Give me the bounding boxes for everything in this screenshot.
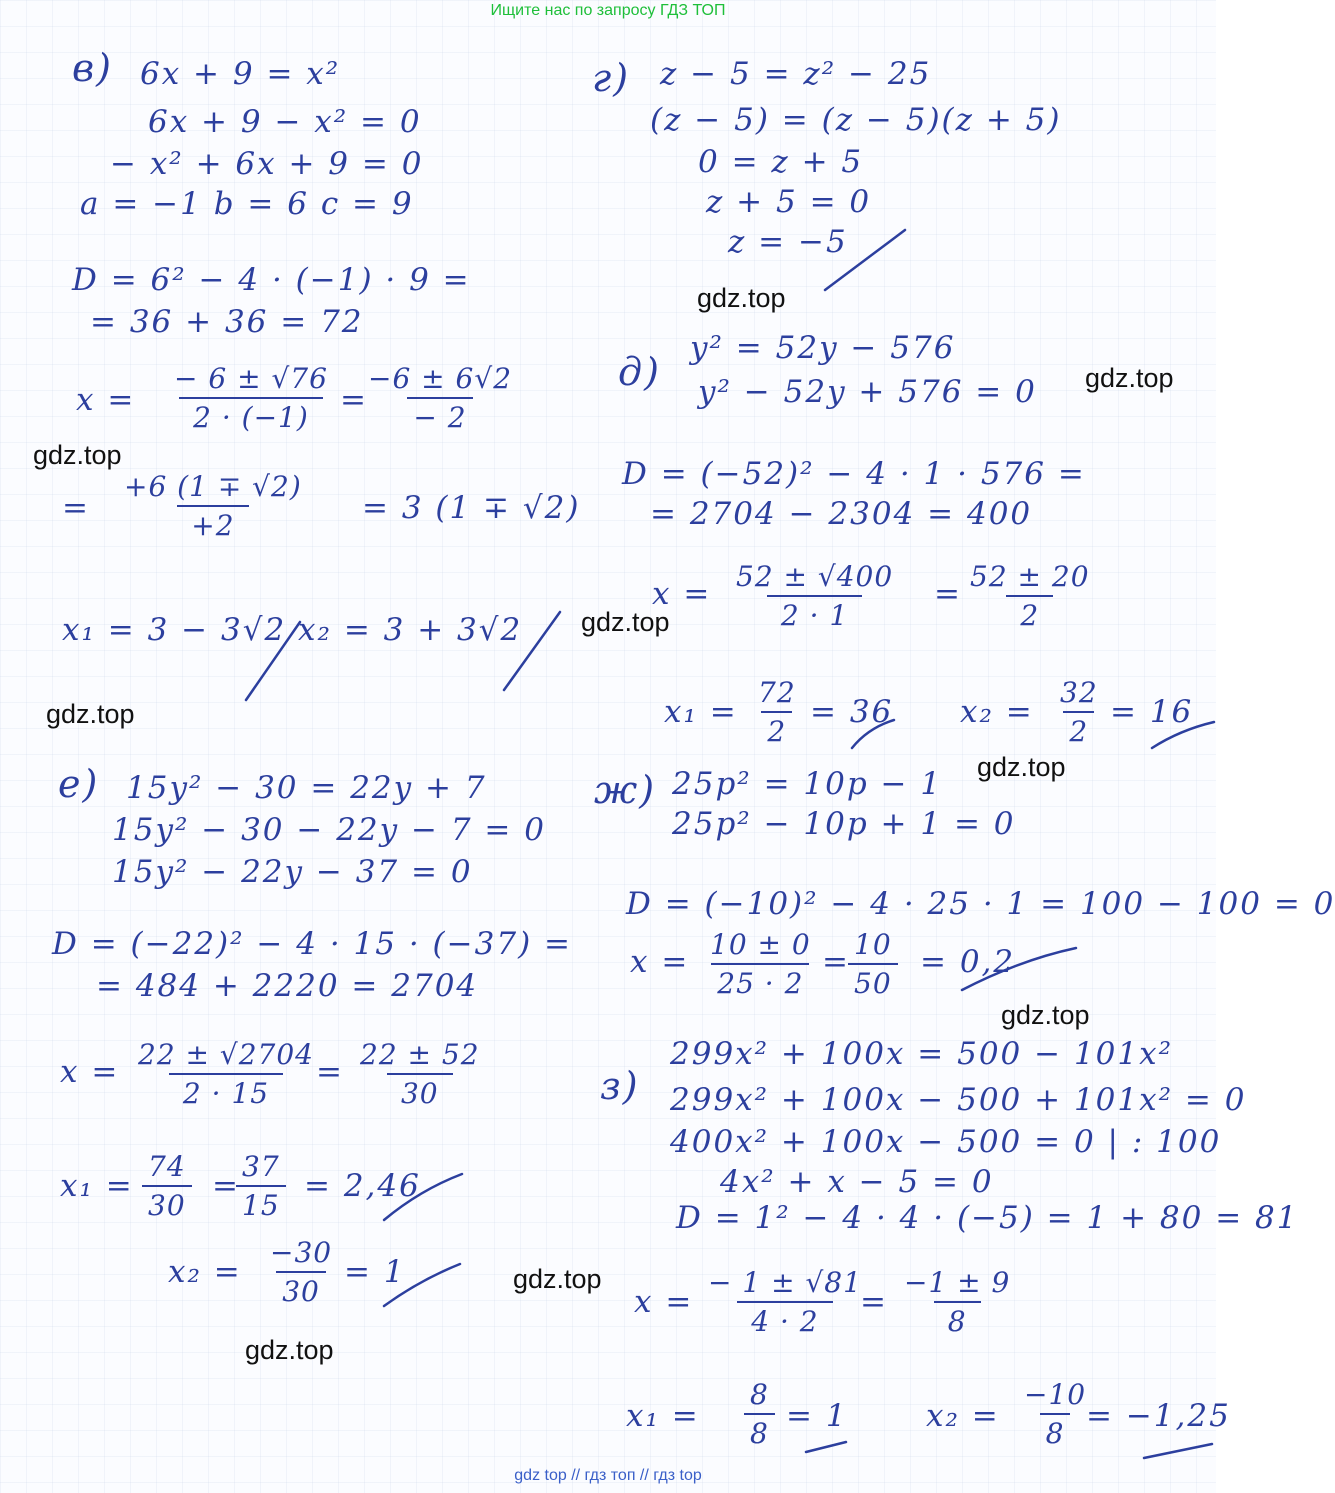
watermark: gdz.top	[46, 699, 135, 729]
discriminant-line: D = (−52)² − 4 · 1 · 576 =	[622, 456, 1086, 492]
fraction	[362, 362, 518, 434]
formula-lhs: x =	[634, 1284, 694, 1320]
fraction	[124, 1038, 328, 1110]
formula-lhs: x =	[76, 382, 136, 418]
fraction	[704, 928, 817, 1000]
fraction-numerator: − 1 ± √81	[708, 1266, 862, 1299]
formula-lhs: x =	[630, 944, 690, 980]
fraction-denominator: 4 · 2	[737, 1301, 832, 1338]
equals-sign: =	[62, 490, 90, 526]
equation-line: 25p² = 10p − 1	[672, 766, 943, 802]
root-value: = 16	[1110, 694, 1194, 730]
equation-line: 299x² + 100x − 500 + 101x² = 0	[670, 1082, 1247, 1118]
fraction-numerator: −30	[270, 1236, 333, 1269]
fraction-numerator: 74	[148, 1150, 186, 1183]
equation-line: (z − 5) = (z − 5)(z + 5)	[650, 102, 1062, 138]
fraction-numerator: 37	[242, 1150, 280, 1183]
coefficients-line: a = −1 b = 6 c = 9	[80, 186, 414, 222]
fraction	[160, 362, 342, 434]
root-value: = 2,46	[304, 1168, 421, 1204]
fraction-numerator: 22 ± 52	[360, 1038, 480, 1071]
equation-line: 0 = z + 5	[698, 144, 864, 180]
discriminant-line: D = 6² − 4 · (−1) · 9 =	[72, 262, 471, 298]
root-lhs: x₁ =	[60, 1168, 134, 1204]
fraction-denominator: +2	[177, 505, 248, 542]
fraction	[1054, 676, 1104, 748]
fraction-numerator: −6 ± 6√2	[368, 362, 513, 395]
answer-line: z = −5	[728, 224, 848, 260]
fraction-denominator: 2	[1006, 595, 1053, 632]
fraction-denominator: 8	[1040, 1413, 1071, 1450]
watermark: gdz.top	[33, 440, 122, 470]
equals-sign: =	[934, 576, 962, 612]
discriminant-line: = 484 + 2220 = 2704	[96, 968, 479, 1004]
equation-line: y² = 52y − 576	[690, 330, 956, 366]
discriminant-line: D = 1² − 4 · 4 · (−5) = 1 + 80 = 81	[676, 1200, 1299, 1236]
watermark: gdz.top	[245, 1335, 334, 1365]
fraction	[1018, 1378, 1092, 1450]
problem-label: г)	[592, 56, 631, 100]
discriminant-line: D = (−10)² − 4 · 25 · 1 = 100 − 100 = 0	[626, 886, 1335, 922]
fraction-numerator: 72	[758, 676, 796, 709]
fraction	[956, 560, 1104, 632]
header-link[interactable]: Ищите нас по запросу ГДЗ ТОП	[490, 2, 726, 19]
fraction-numerator: +6 (1 ∓ √2)	[124, 470, 302, 503]
fraction-numerator: 8	[750, 1378, 769, 1411]
root-lhs: x₂ =	[926, 1398, 1000, 1434]
root-value: = −1,25	[1086, 1398, 1231, 1434]
fraction	[722, 560, 907, 632]
watermark: gdz.top	[581, 607, 670, 637]
fraction	[346, 1038, 494, 1110]
equation-line: 25p² − 10p + 1 = 0	[672, 806, 1016, 842]
root-value: = 0,2	[920, 944, 1016, 980]
equals-sign: =	[860, 1284, 888, 1320]
fraction-denominator: 30	[142, 1185, 192, 1222]
watermark: gdz.top	[513, 1264, 602, 1294]
fraction	[694, 1266, 876, 1338]
equation-line: 299x² + 100x = 500 − 101x²	[670, 1036, 1174, 1072]
fraction-denominator: 15	[236, 1185, 286, 1222]
fraction-denominator: 25 · 2	[711, 963, 809, 1000]
discriminant-line: D = (−22)² − 4 · 15 · (−37) =	[52, 926, 572, 962]
equation-line: 4x² + x − 5 = 0	[720, 1164, 994, 1200]
fraction	[848, 928, 898, 1000]
equals-sign: =	[822, 944, 850, 980]
fraction	[142, 1150, 192, 1222]
root-lhs: x₁ =	[626, 1398, 700, 1434]
fraction	[752, 676, 802, 748]
fraction-denominator: 2	[761, 711, 792, 748]
root-value: = 1	[786, 1398, 848, 1434]
watermark: gdz.top	[1085, 363, 1174, 393]
problem-label: з)	[600, 1064, 640, 1108]
problem-label: е)	[58, 762, 100, 806]
watermark: gdz.top	[1001, 1000, 1090, 1030]
fraction-numerator: −10	[1024, 1378, 1087, 1411]
fraction-denominator: 30	[276, 1271, 326, 1308]
roots-line: x₁ = 3 − 3√2 x₂ = 3 + 3√2	[62, 612, 523, 648]
fraction-denominator: 30	[387, 1073, 453, 1110]
equation-line: z − 5 = z² − 25	[660, 56, 932, 92]
fraction	[236, 1150, 286, 1222]
fraction	[890, 1266, 1024, 1338]
fraction	[110, 470, 316, 542]
problem-label: д)	[618, 350, 661, 394]
equation-line: 6x + 9 = x²	[140, 56, 341, 92]
fraction-denominator: 2 · 15	[169, 1073, 283, 1110]
root-lhs: x₂ =	[168, 1254, 242, 1290]
equation-line: 15y² − 30 − 22y − 7 = 0	[112, 812, 546, 848]
fraction-numerator: 22 ± √2704	[138, 1038, 314, 1071]
check-mark	[806, 1442, 846, 1452]
formula-lhs: x =	[652, 576, 712, 612]
fraction-numerator: − 6 ± √76	[174, 362, 328, 395]
problem-label: в)	[72, 46, 113, 90]
fraction	[744, 1378, 775, 1450]
equation-line: 400x² + 100x − 500 = 0 | : 100	[670, 1124, 1222, 1160]
fraction-numerator: 10	[854, 928, 892, 961]
root-value: = 36	[810, 694, 894, 730]
formula-lhs: x =	[60, 1054, 120, 1090]
footer-links[interactable]: gdz top // гдз топ // гдз top	[514, 1467, 702, 1484]
fraction	[264, 1236, 338, 1308]
check-mark	[1144, 1444, 1212, 1458]
fraction-denominator: 8	[934, 1301, 981, 1338]
fraction-denominator: 2	[1063, 711, 1094, 748]
equals-sign: =	[212, 1168, 240, 1204]
root-lhs: x₂ =	[960, 694, 1034, 730]
equation-line: 6x + 9 − x² = 0	[148, 104, 422, 140]
fraction-denominator: 8	[744, 1413, 775, 1450]
discriminant-line: = 2704 − 2304 = 400	[650, 496, 1033, 532]
watermark: gdz.top	[697, 283, 786, 313]
root-value: = 1	[344, 1254, 406, 1290]
equation-line: y² − 52y + 576 = 0	[698, 374, 1037, 410]
discriminant-line: = 36 + 36 = 72	[90, 304, 364, 340]
equation-line: 15y² − 30 = 22y + 7	[126, 770, 487, 806]
problem-label: ж)	[594, 768, 657, 812]
root-lhs: x₁ =	[664, 694, 738, 730]
fraction-denominator: 2 · 1	[767, 595, 862, 632]
fraction-numerator: 52 ± 20	[970, 560, 1090, 593]
equation-line: 15y² − 22y − 37 = 0	[112, 854, 473, 890]
equation-line: − x² + 6x + 9 = 0	[110, 146, 424, 182]
equation-line: z + 5 = 0	[706, 184, 872, 220]
equals-sign: =	[316, 1054, 344, 1090]
fraction-numerator: 10 ± 0	[710, 928, 811, 961]
fraction-numerator: 32	[1060, 676, 1098, 709]
fraction-denominator: 2 · (−1)	[179, 397, 323, 434]
fraction-denominator: 50	[848, 963, 898, 1000]
fraction-denominator: − 2	[407, 397, 472, 434]
equals-sign: =	[340, 382, 368, 418]
simplified-result: = 3 (1 ∓ √2)	[362, 490, 581, 526]
watermark: gdz.top	[977, 752, 1066, 782]
fraction-numerator: 52 ± √400	[736, 560, 894, 593]
fraction-numerator: −1 ± 9	[904, 1266, 1011, 1299]
